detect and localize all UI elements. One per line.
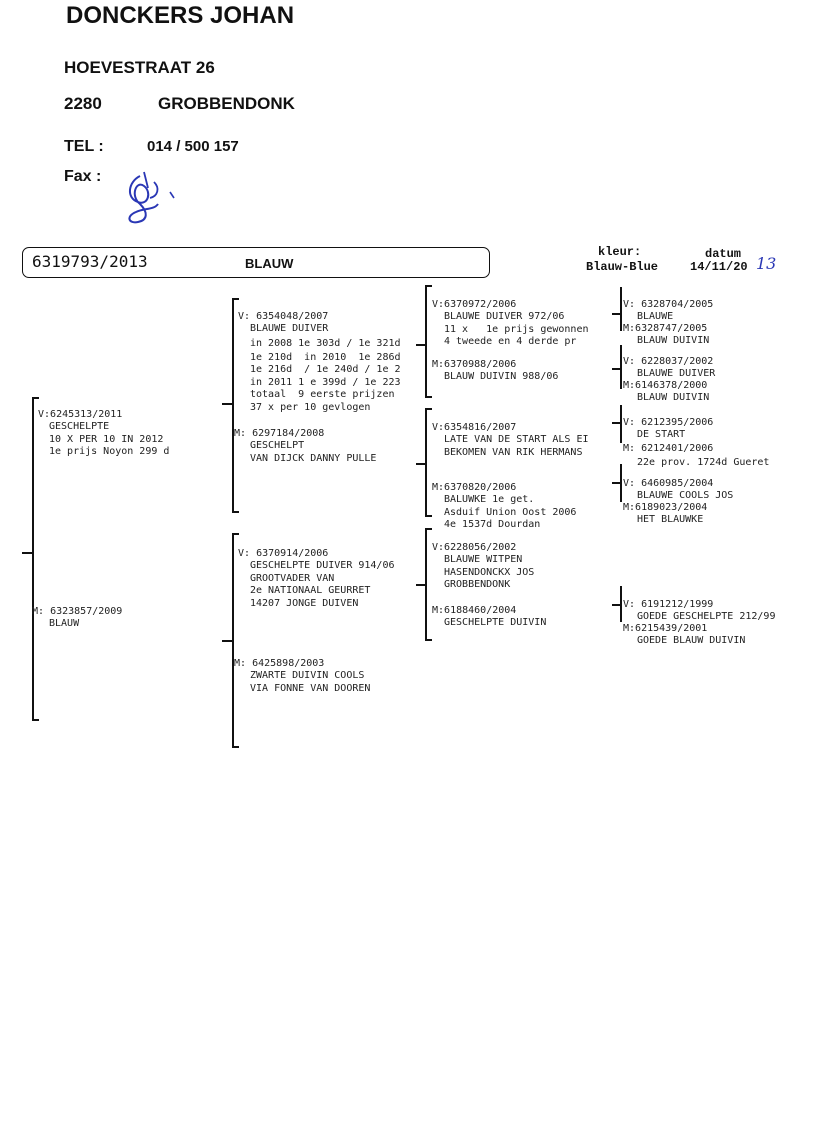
ring-number: 6328704/2005 — [641, 298, 714, 310]
info-line: GESCHELPTE DUIVIN — [444, 617, 547, 628]
bracket-gen1-stub — [22, 552, 33, 554]
info-line: 37 x per 10 gevlogen — [250, 401, 371, 413]
info-line: BLAUW DUIVIN — [637, 392, 710, 403]
info-line: BLAUWE DUIVER — [637, 368, 716, 379]
bracket-gen3-3-stub — [416, 584, 426, 586]
fax-label: Fax : — [64, 168, 102, 185]
tel-label: TEL : — [64, 138, 104, 155]
ring-number: 6328747/2005 — [635, 322, 708, 334]
ring-number: 6425898/2003 — [252, 657, 325, 669]
bracket-gen4-2 — [620, 345, 622, 389]
gen2-dam-sire — [238, 535, 395, 610]
info-line: BALUWKE 1e get. — [444, 494, 535, 505]
info-line: GESCHELPTE — [49, 421, 110, 432]
bracket-gen3-1-top — [425, 285, 432, 287]
info-line: LATE VAN DE START ALS EI — [444, 434, 589, 445]
bracket-gen4-5-stub — [612, 604, 621, 606]
info-line: BLAUW DUIVIN 988/06 — [444, 371, 559, 382]
pigeon-ring: 6319793/2013 — [32, 252, 148, 271]
info-line: GROOTVADER VAN — [250, 572, 335, 584]
owner-street: HOEVESTRAAT 26 — [64, 58, 215, 77]
prefix-label: V: — [623, 355, 636, 367]
ring-number: 6370988/2006 — [444, 358, 517, 370]
prefix-label: V: — [432, 298, 445, 310]
bracket-gen4-1 — [620, 287, 622, 331]
info-line: BLAUWE COOLS JOS — [637, 490, 734, 501]
bracket-gen3-3-top — [425, 528, 432, 530]
info-line: GESCHELPT — [250, 440, 305, 451]
ring-number: 6323857/2009 — [50, 605, 123, 617]
prefix-label: V: — [623, 298, 636, 310]
prefix-label: M: — [32, 605, 45, 617]
ring-number: 6370972/2006 — [444, 298, 517, 310]
gen4-ssdd — [623, 367, 709, 405]
info-line: GROBBENDONK — [444, 579, 511, 590]
prefix-label: M: — [432, 358, 445, 370]
info-line: 1e 210d in 2010 1e 286d — [250, 351, 401, 363]
info-line: BLAUW — [49, 618, 80, 629]
info-line: HET BLAUWKE — [637, 514, 704, 525]
info-line: 4 tweede en 4 derde pr — [444, 336, 577, 347]
ring-number: 6189023/2004 — [635, 501, 708, 513]
bracket-gen4-3 — [620, 405, 622, 443]
bracket-gen3-2 — [425, 408, 427, 516]
info-line: BLAUWE — [637, 311, 674, 322]
info-line: 2e NATIONAAL GEURRET — [250, 585, 371, 596]
bracket-gen3-1 — [425, 285, 427, 397]
bracket-gen2-sire-stub — [222, 403, 233, 405]
ring-number: 6212395/2006 — [641, 416, 714, 428]
gen3-dsd — [432, 592, 546, 630]
ring-number: 6460985/2004 — [641, 477, 714, 489]
ring-number: 6297184/2008 — [252, 427, 325, 439]
prefix-label: V: — [38, 408, 51, 420]
info-line: ZWARTE DUIVIN COOLS — [250, 670, 365, 681]
info-line: VAN DIJCK DANNY PULLE — [250, 452, 377, 464]
info-line: 1e 216d / 1e 240d / 1e 2 — [250, 364, 401, 375]
ring-number: 6212401/2006 — [641, 442, 714, 454]
prefix-label: V: — [432, 541, 445, 553]
owner-postal: 2280 — [64, 94, 102, 113]
bracket-gen4-4-stub — [612, 482, 621, 484]
info-line: GOEDE GESCHELPTE 212/99 — [637, 611, 776, 622]
bracket-gen4-1-stub — [612, 313, 621, 315]
ring-number: 6188460/2004 — [444, 604, 517, 616]
gen1-sire — [38, 396, 169, 459]
bracket-gen2-dam-bottom — [232, 746, 239, 748]
gen2-dam-dam — [234, 645, 370, 695]
owner-city: GROBBENDONK — [158, 94, 295, 113]
ring-number: 6354048/2007 — [256, 310, 329, 322]
info-line: BLAUWE DUIVER 972/06 — [444, 311, 565, 322]
gen2-sire-dam — [234, 415, 376, 465]
prefix-label: M: — [623, 622, 636, 634]
ring-number: 6228037/2002 — [641, 355, 714, 367]
info-line: in 2011 1 e 399d / 1e 223 — [250, 376, 401, 388]
gen4-sddd — [623, 489, 707, 527]
info-line: 1e prijs Noyon 299 d — [49, 446, 170, 457]
info-line: in 2008 1e 303d / 1e 321d — [250, 337, 401, 349]
bracket-gen1 — [32, 397, 34, 720]
datum-label: datum — [705, 247, 742, 261]
gen3-ssd — [432, 346, 558, 384]
ring-number: 6215439/2001 — [635, 622, 708, 634]
kleur-label: kleur: — [598, 245, 642, 259]
info-line: GOEDE BLAUW DUIVIN — [637, 635, 746, 646]
ring-number: 6370914/2006 — [256, 547, 329, 559]
bracket-gen2-dam-stub — [222, 640, 233, 642]
prefix-label: V: — [432, 421, 445, 433]
bracket-gen3-3-bottom — [425, 639, 432, 641]
kleur-value: Blauw-Blue — [586, 260, 659, 274]
prefix-label: V: — [623, 416, 636, 428]
tel-number: 014 / 500 157 — [147, 138, 239, 155]
bracket-gen4-2-stub — [612, 368, 621, 370]
prefix-label: M: — [234, 427, 247, 439]
gen3-sss — [432, 286, 589, 349]
datum-handwritten-year: 13 — [756, 254, 777, 273]
gen3-sdd — [432, 469, 576, 532]
bracket-gen3-1-stub — [416, 344, 426, 346]
info-line: 4e 1537d Dourdan — [444, 519, 541, 530]
info-line: BLAUWE DUIVER — [250, 323, 329, 334]
ring-number: 6146378/2000 — [635, 379, 708, 391]
info-line: 14207 JONGE DUIVEN — [250, 597, 359, 609]
info-line: GESCHELPTE DUIVER 914/06 — [250, 560, 395, 571]
gen4-sssd — [623, 310, 709, 348]
info-line: BLAUW DUIVIN — [637, 335, 710, 346]
info-line: BEKOMEN VAN RIK HERMANS — [444, 446, 583, 458]
info-line: DE START — [637, 429, 686, 440]
info-line: Asduif Union Oost 2006 — [444, 506, 577, 518]
info-line: HASENDONCKX JOS — [444, 566, 535, 578]
info-line: 10 X PER 10 IN 2012 — [49, 433, 164, 445]
ring-number: 6370820/2006 — [444, 481, 517, 493]
bracket-gen2-sire-bottom — [232, 511, 239, 513]
owner-name: DONCKERS JOHAN — [66, 2, 295, 29]
bracket-gen3-2-stub — [416, 463, 426, 465]
gen3-dss — [432, 529, 534, 592]
bracket-gen3-2-bottom — [425, 515, 432, 517]
info-line: BLAUWE WITPEN — [444, 554, 523, 565]
ring-number: 6245313/2011 — [50, 408, 123, 420]
gen4-dsdd — [623, 610, 745, 648]
gen3-sds — [432, 409, 589, 459]
bracket-gen3-1-bottom — [425, 396, 432, 398]
bracket-gen3-2-top — [425, 408, 432, 410]
info-line: 11 x 1e prijs gewonnen — [444, 323, 589, 335]
prefix-label: M: — [623, 379, 636, 391]
ring-number: 6354816/2007 — [444, 421, 517, 433]
prefix-label: M: — [623, 322, 636, 334]
prefix-label: M: — [234, 657, 247, 669]
bracket-gen2-sire — [232, 298, 234, 512]
pigeon-color: BLAUW — [245, 256, 294, 271]
bracket-gen4-3-stub — [612, 422, 621, 424]
prefix-label: V: — [623, 477, 636, 489]
gen1-dam — [32, 593, 122, 631]
datum-value: 14/11/20 — [690, 260, 748, 274]
gen2-sire-sire — [238, 298, 401, 414]
bracket-gen1-bottom — [32, 719, 39, 721]
signature — [118, 168, 188, 230]
prefix-label: M: — [623, 501, 636, 513]
info-line: totaal 9 eerste prijzen — [250, 389, 395, 400]
ring-number: 6191212/1999 — [641, 598, 714, 610]
ring-number: 6228056/2002 — [444, 541, 517, 553]
prefix-label: V: — [238, 310, 251, 322]
prefix-label: V: — [238, 547, 251, 559]
info-line: 22e prov. 1724d Gueret — [637, 457, 770, 468]
prefix-label: V: — [623, 598, 636, 610]
prefix-label: M: — [623, 442, 636, 454]
prefix-label: M: — [432, 481, 445, 493]
prefix-label: M: — [432, 604, 445, 616]
info-line: VIA FONNE VAN DOOREN — [250, 682, 371, 694]
